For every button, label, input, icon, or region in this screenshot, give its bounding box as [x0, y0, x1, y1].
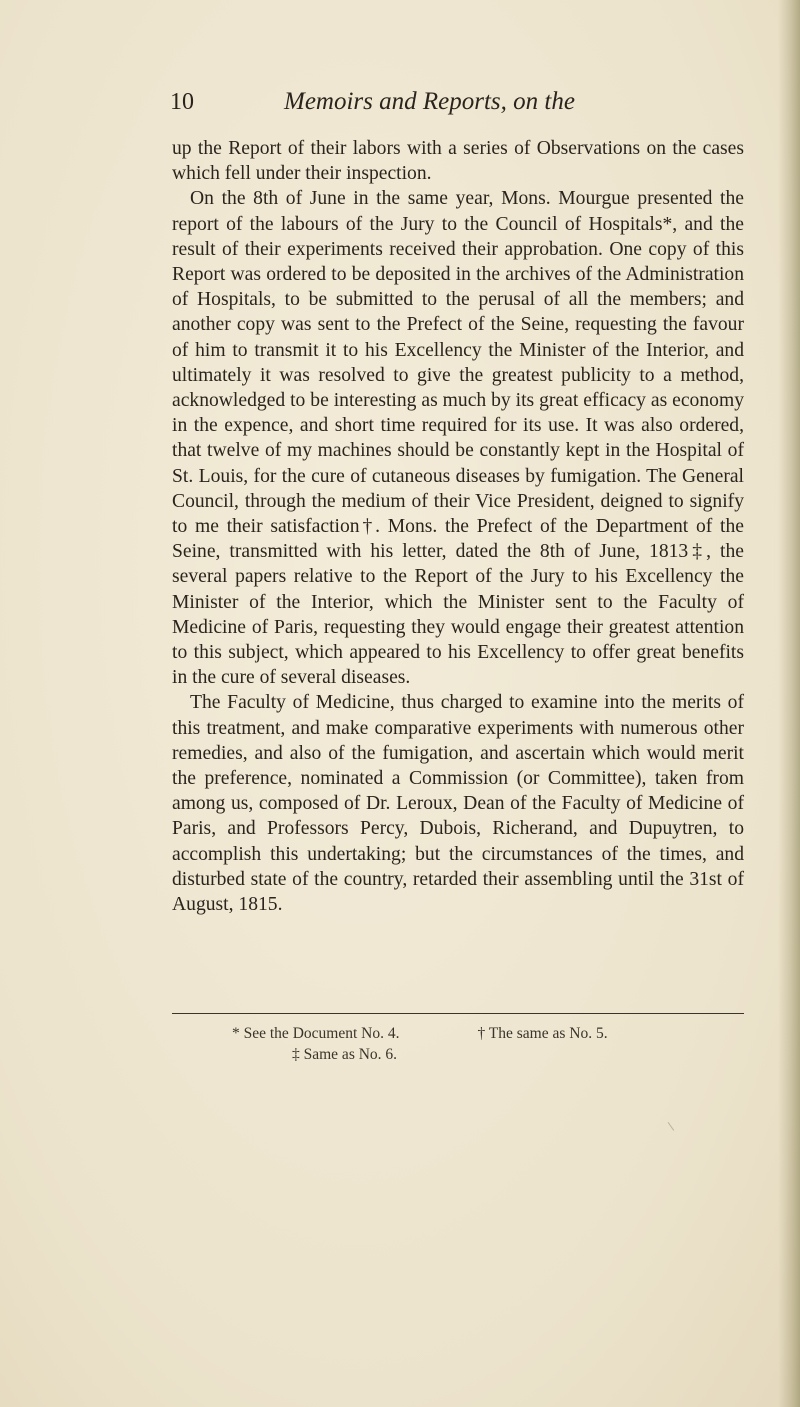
body-text	[172, 136, 744, 917]
footnotes	[172, 1023, 744, 1065]
page-number: 10	[170, 89, 194, 115]
stray-ink-mark	[668, 1116, 683, 1131]
footnote-3: ‡ Same as No. 6.	[292, 1046, 398, 1063]
page-edge-shadow	[778, 0, 800, 1407]
paragraph-2: On the 8th of June in the same year, Mons. Mourgue presented the report of the labours of the Jury to the Council of Hospitals*, and the result of their experiments received their approbation. One copy of this Report was ordered to be deposited in the archives of the Administration of Hospitals, to be submitted to the perusal of all the members; and another copy was sent to the Prefect of the Seine, requesting the favour of him to transmit it to his Excellency the Minister of the Interior, and ultimately it was resolved to give the greatest publicity to a method, acknowledged to be interesting as much by its great efficacy as economy in the expence, and short time required for its use. It was also ordered, that twelve of my machines should be constantly kept in the Hospital of St. Louis, for the cure of cutaneous diseases by fumigation. The General Council, through the medium of their Vice President, deigned to signify to me their satisfaction†. Mons. the Prefect of the Department of the Seine, transmitted with his letter, dated the 8th of June, 1813‡, the several papers relative to the Report of the Jury to his Excellency the Minister of the Interior, which the Minister sent to the Faculty of Medicine of Paris, requesting they would engage their greatest attention to this subject, which appeared to his Excellency to offer great benefits in the cure of several diseases.	[172, 188, 744, 689]
running-title: Memoirs and Reports, on the	[284, 88, 575, 115]
footnote-2: † The same as No. 5.	[477, 1025, 608, 1042]
footnote-line-2	[172, 1044, 744, 1065]
footnote-1: * See the Document No. 4.	[232, 1025, 400, 1042]
paragraph-1: up the Report of their labors with a series of Observations on the cases which fell under their inspection.	[172, 138, 744, 185]
footnote-rule	[172, 1013, 744, 1014]
page-header	[170, 84, 730, 120]
paragraph-3: The Faculty of Medicine, thus charged to examine into the merits of this treatment, and make comparative experiments with numerous other remedies, and also of the fumigation, and ascertain which would merit the preference, nominated a Commission (or Committee), taken from among us, composed of Dr. Leroux, Dean of the Faculty of Medicine of Paris, and Professors Percy, Dubois, Richerand, and Dupuytren, to accomplish this undertaking; but the circumstances of the times, and disturbed state of the country, retarded their assembling until the 31st of August, 1815.	[172, 692, 744, 916]
footnote-line-1	[172, 1023, 744, 1044]
